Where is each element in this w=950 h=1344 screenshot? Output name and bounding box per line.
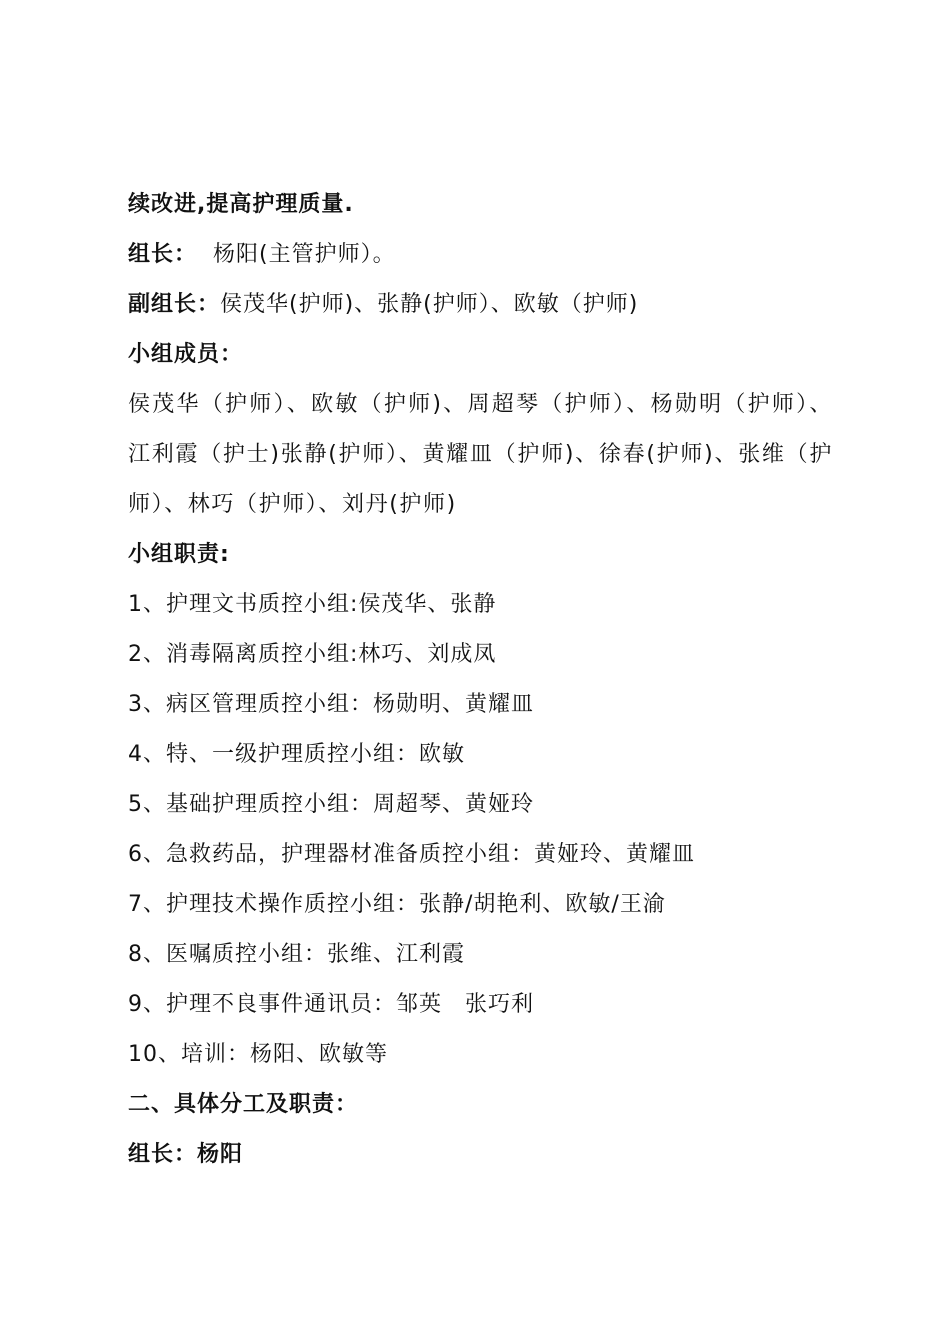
continued-text-line: 续改进,提高护理质量. [128, 192, 354, 217]
duty-item: 7、护理技术操作质控小组：张静/胡艳利、欧敏/王渝 [128, 892, 666, 917]
bottom-leader-line: 组长：杨阳 [128, 1142, 244, 1167]
duty-item: 5、基础护理质控小组：周超琴、黄娅玲 [128, 792, 534, 817]
leader-label: 组长： [128, 242, 198, 267]
duty-item: 9、护理不良事件通讯员：邹英 张巧利 [128, 992, 534, 1017]
duties-heading: 小组职责: [128, 542, 230, 567]
leader-value: 杨阳(主管护师）。 [213, 242, 396, 267]
document-body [128, 180, 833, 1180]
duty-item: 6、急救药品，护理器材准备质控小组：黄娅玲、黄耀皿 [128, 842, 695, 867]
deputy-leader-label: 副组长： [128, 292, 221, 317]
duty-item: 3、病区管理质控小组：杨勋明、黄耀皿 [128, 692, 534, 717]
section-two-heading: 二、具体分工及职责： [128, 1092, 359, 1117]
members-paragraph: 侯茂华（护师）、欧敏（护师)、周超琴（护师）、杨勋明（护师）、江利霞（护士)张静(护师）、黄耀皿（护师)、徐春(护师)、张维（护师）、林巧（护师）、刘丹(护师) [128, 392, 833, 517]
duty-item: 1、护理文书质控小组:侯茂华、张静 [128, 592, 497, 617]
duty-item: 10、培训：杨阳、欧敏等 [128, 1042, 388, 1067]
duty-item: 8、医嘱质控小组：张维、江利霞 [128, 942, 465, 967]
members-heading: 小组成员： [128, 342, 244, 367]
deputy-leader-line [128, 280, 833, 330]
duty-item: 2、消毒隔离质控小组:林巧、刘成凤 [128, 642, 497, 667]
duty-item: 4、特、一级护理质控小组：欧敏 [128, 742, 465, 767]
deputy-leader-value: 侯茂华(护师)、张静(护师）、欧敏（护师) [220, 292, 639, 317]
leader-line [128, 230, 833, 280]
